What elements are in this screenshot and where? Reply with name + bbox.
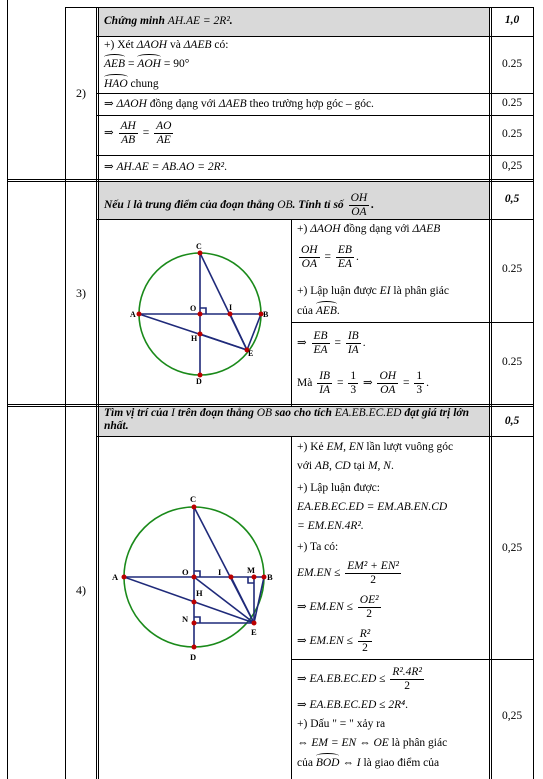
row4-step1-line1: +) Kẻ EM, EN lần lượt vuông góc	[297, 441, 454, 453]
fig3-label-c: C	[196, 242, 202, 251]
row3-step1-line4: của AEB.	[297, 305, 340, 317]
row4-step2-line2: ⇒ EA.EB.EC.ED ≤ 2R⁴.	[297, 699, 408, 711]
row2-step3: ⇒ $\frac{AH}{AB}$ = $\frac{AO}{AE}$	[104, 120, 172, 146]
row4-step1-line8: ⇒ EM.EN ≤ $\frac{\text{OE²}}{2}$	[297, 594, 379, 620]
hline	[7, 404, 534, 405]
row3-split	[291, 219, 292, 406]
row4-step1-line7: EM.EN ≤ $\frac{\text{EM² + EN²}}{2}$	[297, 560, 399, 586]
hline	[97, 155, 534, 156]
fig3-label-a: A	[130, 310, 136, 319]
col-line-3	[489, 7, 490, 779]
row4-step1-line3: +) Lập luận được:	[297, 482, 380, 494]
row2-step3-score: 0.25	[501, 128, 523, 140]
row3-step1-line1: +) ΔAOH đồng dạng với ΔAEB	[297, 223, 441, 235]
row3-step2-score: 0.25	[501, 356, 523, 368]
hline	[291, 659, 534, 660]
col-line-1	[65, 7, 66, 779]
row2-header-score: 1,0	[504, 14, 520, 26]
hline	[97, 115, 534, 116]
hline	[97, 93, 534, 94]
hline	[66, 7, 534, 8]
row4-header-score: 0,5	[504, 415, 520, 427]
row2-step4: ⇒ AH.AE = AB.AO = 2R².	[104, 161, 227, 173]
col-line-2	[96, 7, 97, 779]
row2-number: 2)	[76, 86, 86, 100]
fig4-label-n: N	[182, 614, 189, 624]
row4-step1-line5: = EM.EN.4R².	[297, 520, 364, 532]
row4-step2-line3: +) Dấu " = " xảy ra	[297, 718, 386, 730]
fig4-label-h: H	[196, 588, 203, 598]
fig3-label-b: B	[263, 310, 269, 319]
row4-step2-line4: ⇔ EM = EN ⇔ OE là phân giác	[297, 737, 448, 749]
border-right	[533, 7, 534, 779]
row4-step1-score: 0,25	[501, 542, 523, 554]
fig4-label-a: A	[112, 572, 119, 582]
row2-step1-line2: AEB = AOH = 90°	[104, 58, 190, 70]
row3-header: Nếu I là trung điểm của đoạn thẳng OB. Tính tỉ số $\frac{OH}{OA}$ .	[104, 192, 375, 218]
fig3-label-h: H	[191, 334, 198, 343]
row2-step4-score: 0,25	[501, 160, 523, 172]
row4-header: Tìm vị trí của I trên đoạn thẳng OB sao cho tích EA.EB.EC.ED đạt giá trị lớn nhất.	[104, 407, 469, 432]
row4-step1-line2: với AB, CD tại M, N.	[297, 460, 394, 472]
row4-step1-line6: +) Ta có:	[297, 541, 339, 553]
row2-step2: ⇒ ΔAOH đồng dạng với ΔAEB theo trường hợp góc – góc.	[104, 98, 374, 110]
row3-number: 3)	[76, 286, 86, 300]
fig4-label-b: B	[267, 572, 273, 582]
fig3-label-d: D	[196, 377, 202, 386]
row2-header: Chứng minh AH.AE = 2R².	[104, 15, 233, 27]
border-left	[7, 0, 8, 779]
col-line-2b	[98, 7, 99, 779]
hline	[97, 219, 534, 220]
fig3-label-e: E	[248, 349, 254, 358]
fig4-label-m: M	[247, 565, 256, 575]
fig4-label-o: O	[182, 567, 189, 577]
row2-step1-line1: +) Xét ΔAOH và ΔAEB có:	[104, 39, 229, 51]
row2-step1-score: 0.25	[501, 58, 523, 70]
fig4-label-d: D	[190, 652, 197, 662]
row4-step2-line5: của BOD ⇔ I là giao điểm của	[297, 757, 440, 769]
hline	[291, 322, 534, 323]
hline	[97, 436, 534, 437]
fig4-label-e: E	[251, 627, 257, 637]
fig4-label-i: I	[218, 567, 222, 577]
row2-step1-line3: HAO chung	[104, 78, 159, 90]
row3-step1-line2: $\frac{OH}{OA}$ = $\frac{EB}{EA}$ .	[301, 244, 359, 270]
row3-step2-line1: ⇒ $\frac{EB}{EA}$ = $\frac{IB}{IA}$ .	[297, 330, 366, 356]
hline	[7, 181, 534, 182]
row4-split	[291, 436, 292, 779]
row4-step1-line4: EA.EB.EC.ED = EM.AB.EN.CD	[297, 501, 448, 513]
row4-step2-line1: ⇒ EA.EB.EC.ED ≤ $\frac{\text{R².4R²}}{2}$	[297, 666, 422, 692]
fig3-label-o: O	[190, 304, 197, 313]
row3-step2-line2: Mà $\frac{IB}{IA}$ = $\frac{1}{3}$ ⇒ $\frac{OH}{OA}$ = $\frac{1}{3}$ .	[297, 370, 429, 396]
row4-step2-score: 0,25	[501, 710, 523, 722]
fig4-label-c: C	[190, 494, 197, 504]
row2-step2-score: 0.25	[501, 97, 523, 109]
row3-step1-line3: +) Lập luận được EI là phân giác	[297, 285, 449, 297]
figure-row3	[120, 238, 280, 388]
figure-row4	[108, 490, 283, 665]
row4-number: 4)	[76, 583, 86, 597]
fig3-label-i: I	[229, 303, 233, 312]
col-line-3b	[491, 7, 492, 779]
hline	[97, 36, 534, 37]
hline	[7, 179, 534, 180]
row3-step1-score: 0.25	[501, 263, 523, 275]
row4-step1-line9: ⇒ EM.EN ≤ $\frac{\text{R²}}{2}$	[297, 628, 371, 654]
row3-header-score: 0,5	[504, 193, 520, 205]
